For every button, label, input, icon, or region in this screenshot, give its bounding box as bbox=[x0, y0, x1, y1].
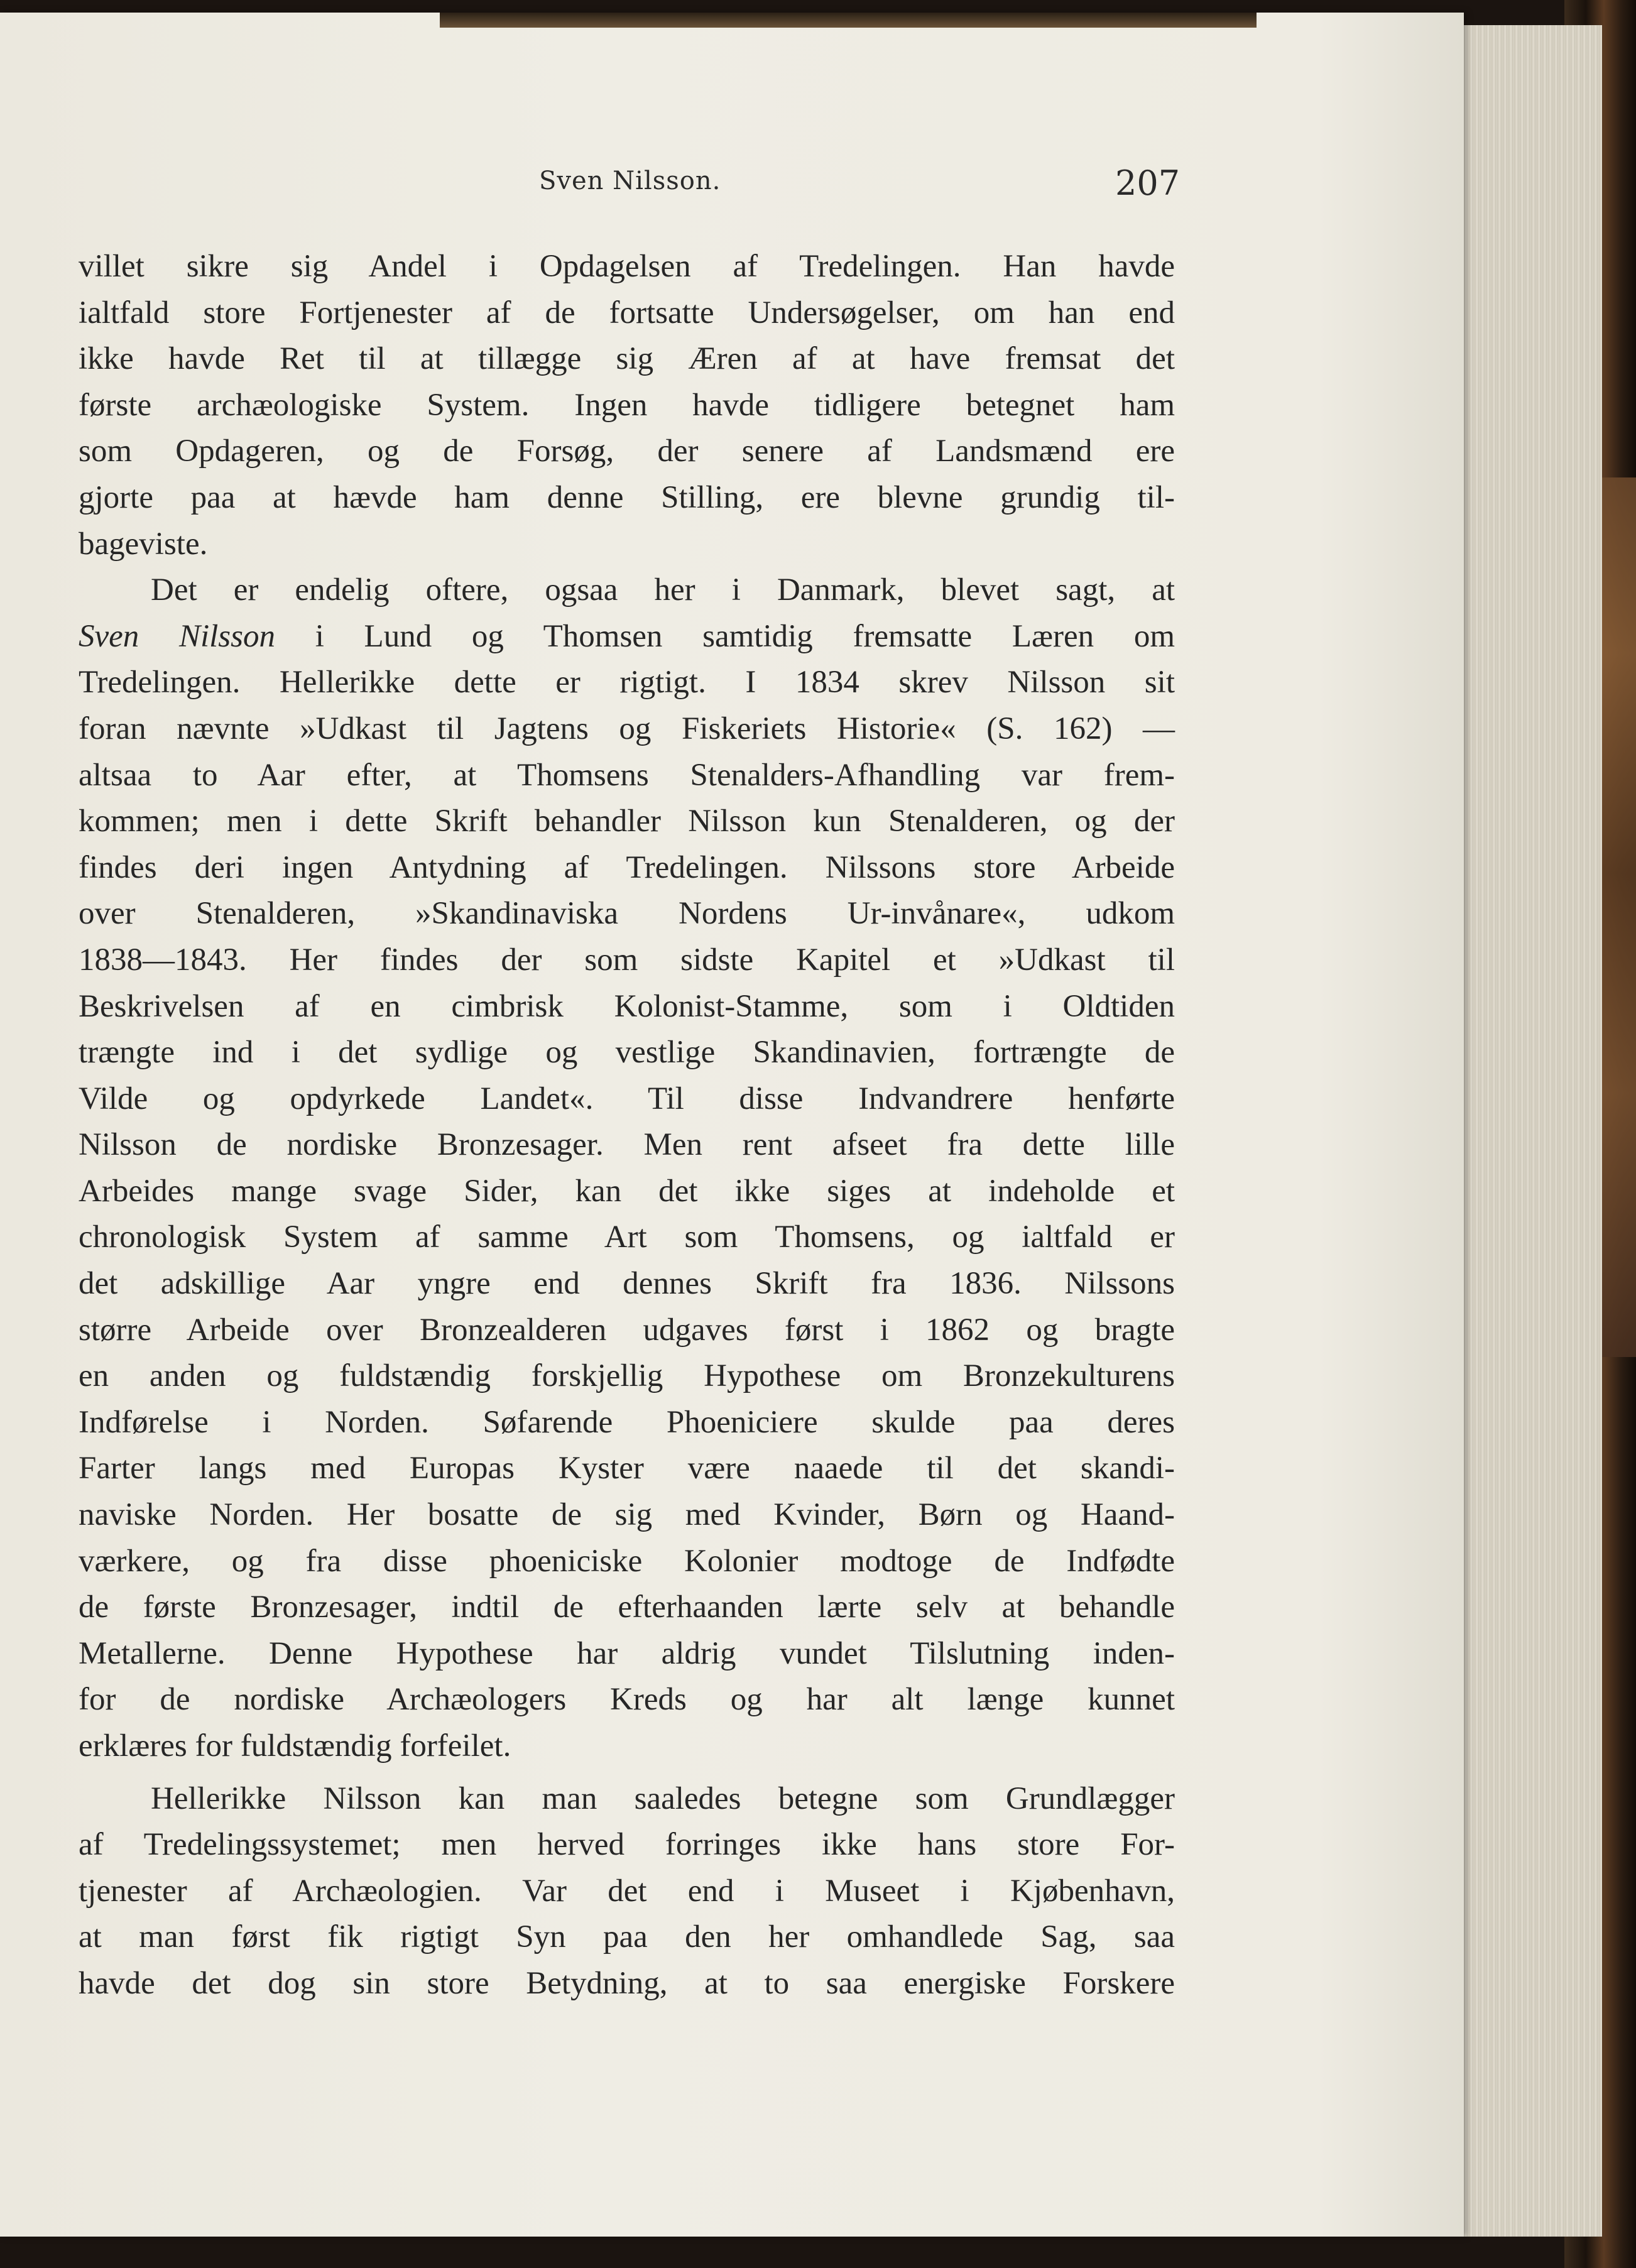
text-line: 1838—1843. Her findes der som sidste Kapitel et »Udkast til bbox=[79, 942, 1175, 978]
running-head: Sven Nilsson. bbox=[539, 166, 721, 195]
text-line: gjorte paa at hævde ham denne Stilling, ere blevne grundig til- bbox=[79, 479, 1175, 515]
text-line: kommen; men i dette Skrift behandler Nilsson kun Stenalderen, og der bbox=[79, 804, 1175, 839]
text-line: Tredelingen. Hellerikke dette er rigtigt. I 1834 skrev Nilsson sit bbox=[79, 665, 1175, 701]
text-line: at man først fik rigtigt Syn paa den her omhandlede Sag, saa bbox=[79, 1919, 1175, 1955]
italic-name: Sven Nilsson bbox=[79, 618, 276, 654]
text-line: villet sikre sig Andel i Opdagelsen af Tredelingen. Han havde bbox=[79, 249, 1175, 284]
text-line: som Opdageren, og de Forsøg, der senere af Landsmænd ere bbox=[79, 433, 1175, 469]
text-line: af Tredelingssystemet; men herved forringes ikke hans store For- bbox=[79, 1827, 1175, 1863]
text-line-rest: i Lund og Thomsen samtidig fremsatte Læren om bbox=[275, 618, 1175, 654]
text-line: første archæologiske System. Ingen havde tidligere betegnet ham bbox=[79, 387, 1175, 423]
text-line: Farter langs med Europas Kyster være naaede til det skandi- bbox=[79, 1451, 1175, 1486]
text-line: Arbeides mange svage Sider, kan det ikke siges at indeholde et bbox=[79, 1173, 1175, 1209]
text-line: for de nordiske Archæologers Kreds og har alt længe kunnet bbox=[79, 1682, 1175, 1718]
text-line: ikke havde Ret til at tillægge sig Æren af at have fremsat det bbox=[79, 341, 1175, 377]
book-page bbox=[0, 13, 1464, 2237]
body-text bbox=[79, 244, 1175, 2007]
text-line: de første Bronzesager, indtil de efterhaanden lærte selv at behandle bbox=[79, 1589, 1175, 1625]
text-line: findes deri ingen Antydning af Tredelingen. Nilssons store Arbeide bbox=[79, 849, 1175, 885]
text-line: naviske Norden. Her bosatte de sig med Kvinder, Børn og Haand- bbox=[79, 1497, 1175, 1533]
text-line: en anden og fuldstændig forskjellig Hypothese om Bronzekulturens bbox=[79, 1358, 1175, 1394]
text-line: det adskillige Aar yngre end dennes Skrift fra 1836. Nilssons bbox=[79, 1266, 1175, 1302]
text-line: Beskrivelsen af en cimbrisk Kolonist-Stamme, som i Oldtiden bbox=[79, 988, 1175, 1024]
text-line: trængte ind i det sydlige og vestlige Skandinavien, fortrængte de bbox=[79, 1035, 1175, 1071]
text-line: erklæres for fuldstændig forfeilet. bbox=[79, 1728, 511, 1764]
text-line: større Arbeide over Bronzealderen udgaves først i 1862 og bragte bbox=[79, 1312, 1175, 1348]
text-line: Nilsson de nordiske Bronzesager. Men rent afseet fra dette lille bbox=[79, 1127, 1175, 1163]
page-block-edge bbox=[1445, 25, 1602, 2237]
page-number: 207 bbox=[1115, 163, 1181, 203]
text-line: tjenester af Archæologien. Var det end i Museet i Kjøbenhavn, bbox=[79, 1873, 1175, 1909]
text-line: over Stenalderen, »Skandinaviska Nordens Ur-invånare«, udkom bbox=[79, 896, 1175, 932]
text-line bbox=[79, 614, 1175, 660]
text-line: havde det dog sin store Betydning, at to saa energiske Forskere bbox=[79, 1965, 1175, 2001]
text-line: foran nævnte »Udkast til Jagtens og Fiskeriets Historie« (S. 162) — bbox=[79, 711, 1175, 746]
text-line: ialtfald store Fortjenester af de fortsatte Undersøgelser, om han end bbox=[79, 295, 1175, 330]
text-line: altsaa to Aar efter, at Thomsens Stenalders-Afhandling var frem- bbox=[79, 757, 1175, 793]
top-edge-shadow bbox=[440, 13, 1257, 28]
text-line: Indførelse i Norden. Søfarende Phoeniciere skulde paa deres bbox=[79, 1404, 1175, 1440]
text-line: Hellerikke Nilsson kan man saaledes betegne som Grundlægger bbox=[151, 1780, 1175, 1816]
text-line: værkere, og fra disse phoeniciske Kolonier modtoge de Indfødte bbox=[79, 1543, 1175, 1579]
text-line: Det er endelig oftere, ogsaa her i Danmark, blevet sagt, at bbox=[151, 572, 1175, 608]
text-line: Metallerne. Denne Hypothese har aldrig vundet Tilslutning inden- bbox=[79, 1635, 1175, 1671]
text-line: Vilde og opdyrkede Landet«. Til disse Indvandrere henførte bbox=[79, 1081, 1175, 1116]
text-line: chronologisk System af samme Art som Thomsens, og ialtfald er bbox=[79, 1219, 1175, 1255]
text-line: bageviste. bbox=[79, 526, 208, 562]
